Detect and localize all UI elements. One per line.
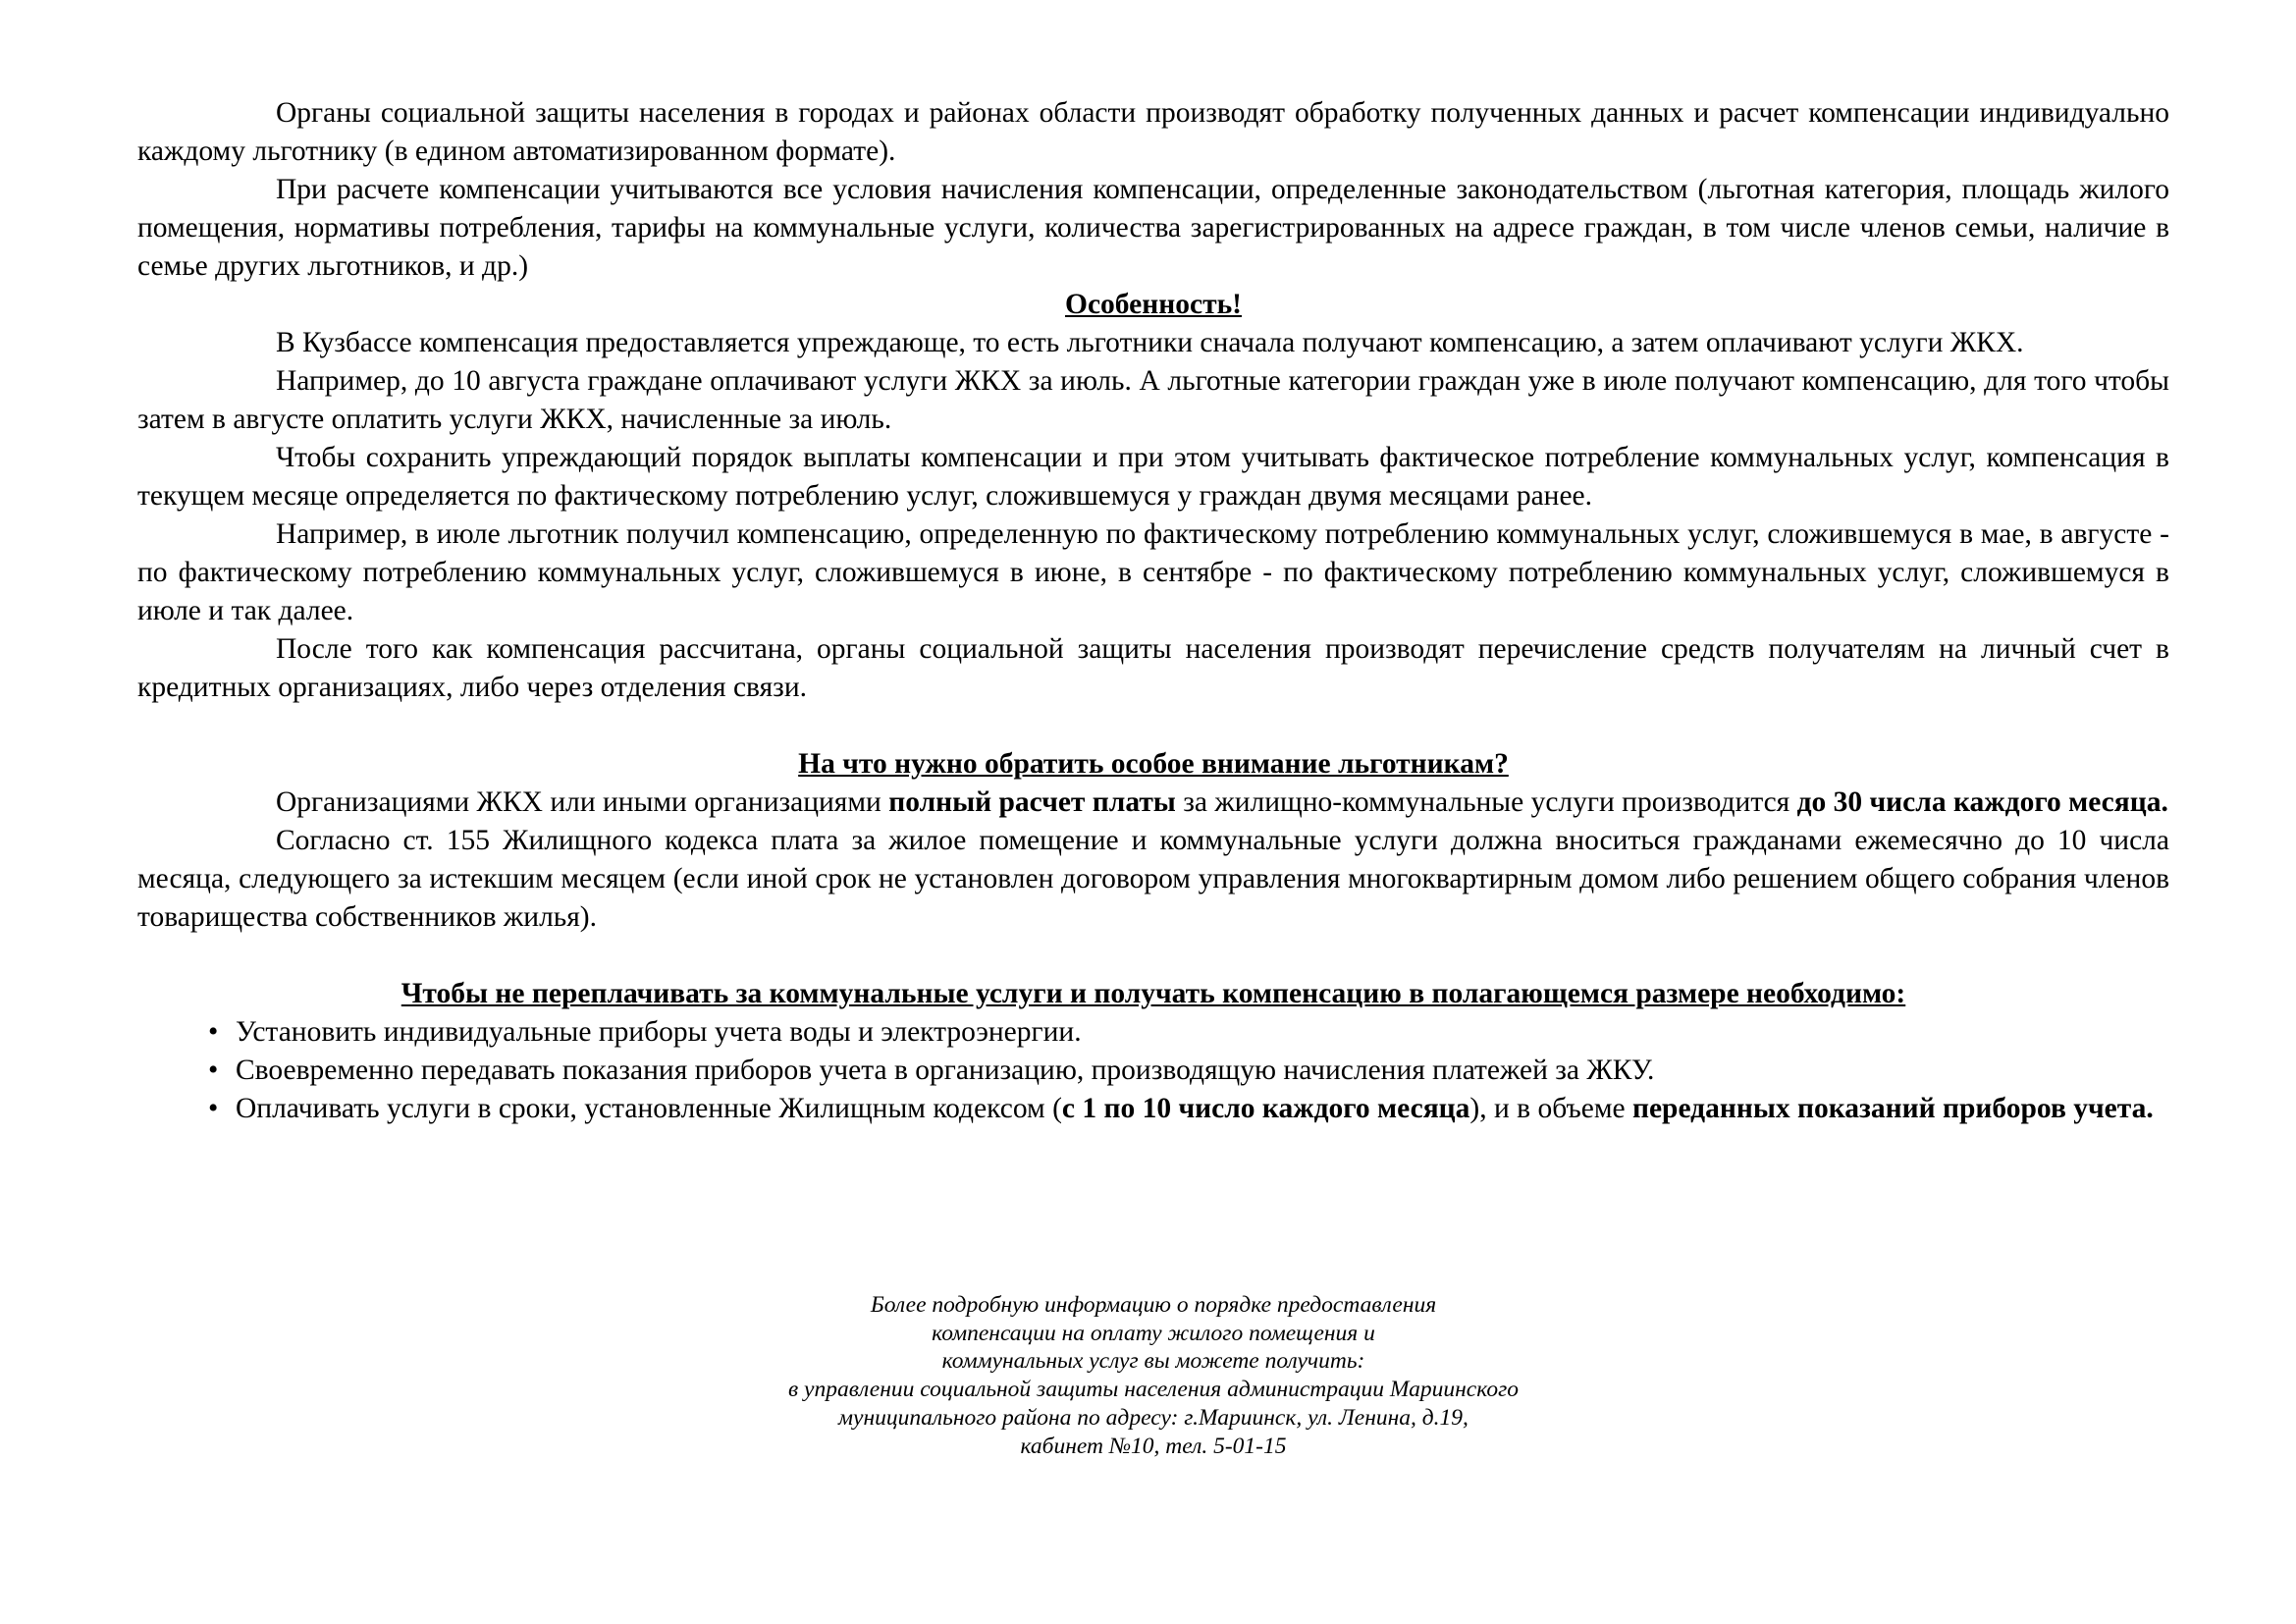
bullet-icon: • (208, 1016, 219, 1048)
section-spacer (137, 937, 2169, 975)
advice-list-item (137, 1090, 2169, 1128)
attention-paragraph-full-calculation (137, 784, 2169, 822)
contact-info-footer (137, 1291, 2169, 1460)
advice-item-meters: Установить индивидуальные приборы учета воды и электроэнергии. (236, 1016, 1082, 1048)
feature-heading: Особенность! (1065, 289, 1242, 320)
footer-line: компенсации на оплату жилого помещения и (932, 1320, 1375, 1346)
feature-paragraph-actual-consumption: Чтобы сохранить упреждающий порядок выплаты компенсации и при этом учитывать фактическое потребление коммунальных услуг, компенсация в текущем месяце определяется по фактическому потреблению услуг, сложившемуся у граждан двумя месяцами ранее. (137, 442, 2169, 512)
advice-item-payment-text-1: Оплачивать услуги в сроки, установленные Жилищным кодексом ( (236, 1093, 1062, 1124)
attention-text-2: за жилищно-коммунальные услуги производится (1175, 786, 1797, 818)
attention-bold-deadline: до 30 числа каждого месяца. (1796, 786, 2168, 818)
advice-item-payment-bold-readings: переданных показаний приборов учета. (1631, 1093, 2154, 1124)
footer-line: в управлении социальной защиты населения администрации Мариинского (787, 1377, 1519, 1403)
footer-line: муниципального района по адресу: г.Мариинск, ул. Ленина, д.19, (838, 1404, 1468, 1431)
feature-paragraph-example: Например, до 10 августа граждане оплачивают услуги ЖКХ за июль. А льготные категории граждан уже в июле получают компенсацию, для того чтобы затем в августе оплатить услуги ЖКХ, начисленные за июль. (137, 365, 2169, 435)
bullet-icon: • (208, 1093, 219, 1124)
feature-paragraph-advance: В Кузбассе компенсация предоставляется упреждающе, то есть льготники сначала получают компенсацию, а затем оплачивают услуги ЖКХ. (276, 327, 2024, 358)
advice-heading: Чтобы не переплачивать за коммунальные услуги и получать компенсацию в полагающемся размере необходимо: (400, 978, 1906, 1009)
advice-list-item (137, 1052, 2169, 1090)
intro-paragraph-conditions: При расчете компенсации учитываются все условия начисления компенсации, определенные законодательством (льготная категория, площадь жилого помещения, нормативы потребления, тарифы на коммунальные услуги, количества зарегистрированных на адресе граждан, в том числе членов семьи, наличие в семье других льготников, и др.) (137, 174, 2169, 282)
advice-item-payment-text-2: ), и в объеме (1469, 1093, 1632, 1124)
feature-paragraph-transfer: После того как компенсация рассчитана, органы социальной защиты населения производят перечисление средств получателям на личный счет в кредитных организациях, либо через отделения связи. (137, 633, 2169, 703)
footer-line: коммунальных услуг вы можете получить: (941, 1348, 1365, 1375)
advice-item-readings: Своевременно передавать показания приборов учета в организацию, производящую начисления платежей за ЖКУ. (236, 1055, 1655, 1086)
attention-text-1: Организациями ЖКХ или иными организациями (276, 786, 889, 818)
footer-line: кабинет №10, тел. 5-01-15 (1020, 1433, 1287, 1459)
advice-list-item (137, 1013, 2169, 1052)
advice-item-payment-bold-dates: с 1 по 10 число каждого месяца (1061, 1093, 1470, 1124)
footer-line: Более подробную информацию о порядке предоставления (870, 1292, 1437, 1318)
feature-paragraph-monthly-example: Например, в июле льготник получил компенсацию, определенную по фактическому потреблению коммунальных услуг, сложившемуся в мае, в августе - по фактическому потреблению коммунальных услуг, сложившемуся в июне, в сентябре - по фактическому потреблению коммунальных услуг, сложившемуся в июле и так далее. (137, 518, 2169, 626)
section-spacer (137, 707, 2169, 745)
attention-paragraph-housing-code: Согласно ст. 155 Жилищного кодекса плата за жилое помещение и коммунальные услуги должна вноситься гражданами ежемесячно до 10 числа месяца, следующего за истекшим месяцем (если иной срок не установлен договором управления многоквартирным домом либо решением общего собрания членов товарищества собственников жилья). (137, 825, 2169, 933)
bullet-icon: • (208, 1055, 219, 1086)
document-body (137, 94, 2169, 1128)
attention-heading: На что нужно обратить особое внимание льготникам? (798, 748, 1509, 780)
intro-paragraph-processing: Органы социальной защиты населения в городах и районах области производят обработку полученных данных и расчет компенсации индивидуально каждому льготнику (в едином автоматизированном формате). (137, 97, 2169, 167)
attention-bold-full-calculation: полный расчет платы (888, 786, 1176, 818)
